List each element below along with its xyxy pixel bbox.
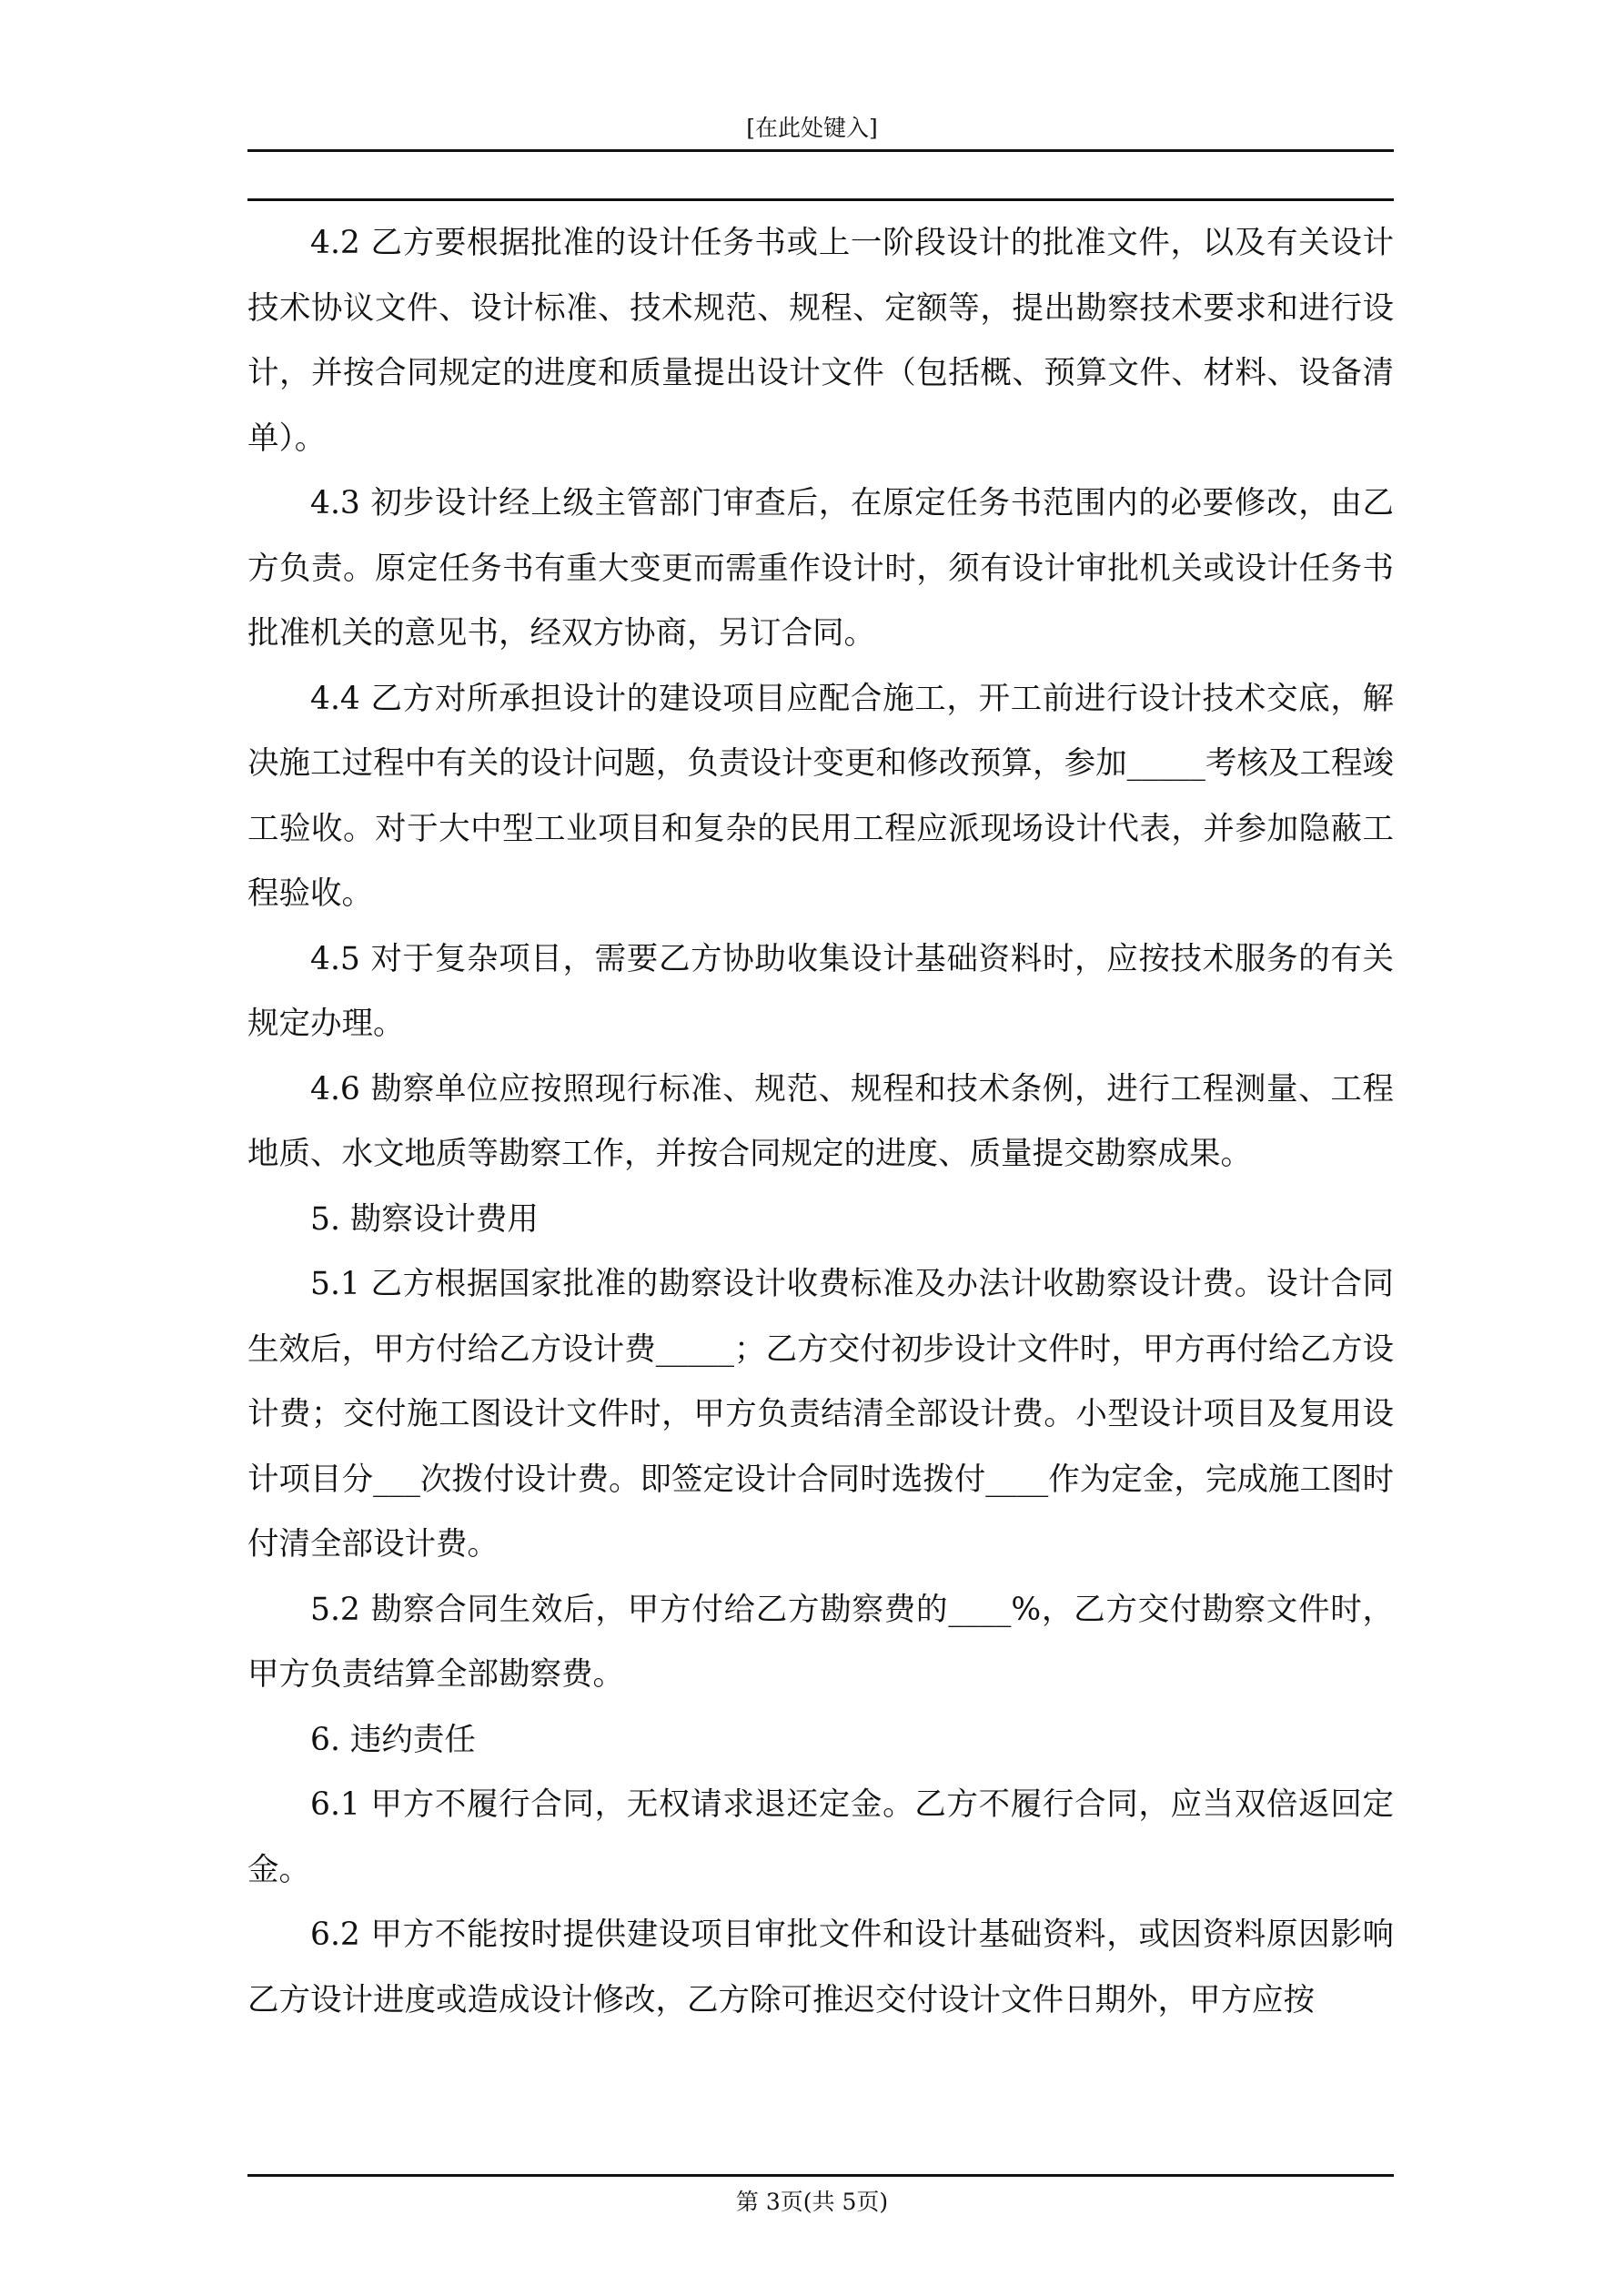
page-footer: 第 3页(共 5页) xyxy=(735,2189,889,2215)
paragraph-6-2: 6.2 甲方不能按时提供建设项目审批文件和设计基础资料，或因资料原因影响乙方设计进度或造成设计修改，乙方除可推迟交付设计文件日期外，甲方应按 xyxy=(247,1917,1394,2018)
paragraph-5-1: 5.1 乙方根据国家批准的勘察设计收费标准及办法计收勘察设计费。设计合同生效后，甲方付给乙方设计费_____；乙方交付初步设计文件时，甲方再付给乙方设计费；交付施工图设计文件时，甲方负责结清全部设计费。小型设计项目及复用设计项目分___次拨付设计费。即签定设计合同时选拨付____作为定金，完成施工图时付清全部设计费。 xyxy=(247,1266,1394,1563)
paragraph-5-2: 5.2 勘察合同生效后，甲方付给乙方勘察费的____%，乙方交付勘察文件时，甲方负责结算全部勘察费。 xyxy=(247,1591,1394,1693)
paragraph-4-5: 4.5 对于复杂项目，需要乙方协助收集设计基础资料时，应按技术服务的有关规定办理。 xyxy=(247,940,1394,1042)
paragraph-4-3: 4.3 初步设计经上级主管部门审查后，在原定任务书范围内的必要修改，由乙方负责。原定任务书有重大变更而需重作设计时，须有设计审批机关或设计任务书批准机关的意见书，经双方协商，另订合同。 xyxy=(247,485,1394,652)
paragraph-4-4: 4.4 乙方对所承担设计的建设项目应配合施工，开工前进行设计技术交底，解决施工过程中有关的设计问题，负责设计变更和修改预算，参加_____考核及工程竣工验收。对于大中型工业项目和复杂的民用工程应派现场设计代表，并参加隐蔽工程验收。 xyxy=(247,680,1394,912)
page-header: [在此处键入] xyxy=(746,115,878,141)
header-rule-secondary xyxy=(247,198,1394,201)
paragraph-4-6: 4.6 勘察单位应按照现行标准、规范、规程和技术条例，进行工程测量、工程地质、水文地质等勘察工作，并按合同规定的进度、质量提交勘察成果。 xyxy=(247,1070,1394,1172)
paragraph-6-1: 6.1 甲方不履行合同，无权请求退还定金。乙方不履行合同，应当双倍返回定金。 xyxy=(247,1786,1394,1888)
header-rule xyxy=(247,149,1394,152)
document-body xyxy=(247,211,1394,2033)
section-heading-5: 5. 勘察设计费用 xyxy=(310,1200,539,1238)
section-heading-6: 6. 违约责任 xyxy=(310,1721,476,1758)
footer-rule xyxy=(247,2174,1394,2177)
paragraph-4-2: 4.2 乙方要根据批准的设计任务书或上一阶段设计的批准文件，以及有关设计技术协议文件、设计标准、技术规范、规程、定额等，提出勘察技术要求和进行设计，并按合同规定的进度和质量提出设计文件（包括概、预算文件、材料、设备清单）。 xyxy=(247,225,1394,457)
